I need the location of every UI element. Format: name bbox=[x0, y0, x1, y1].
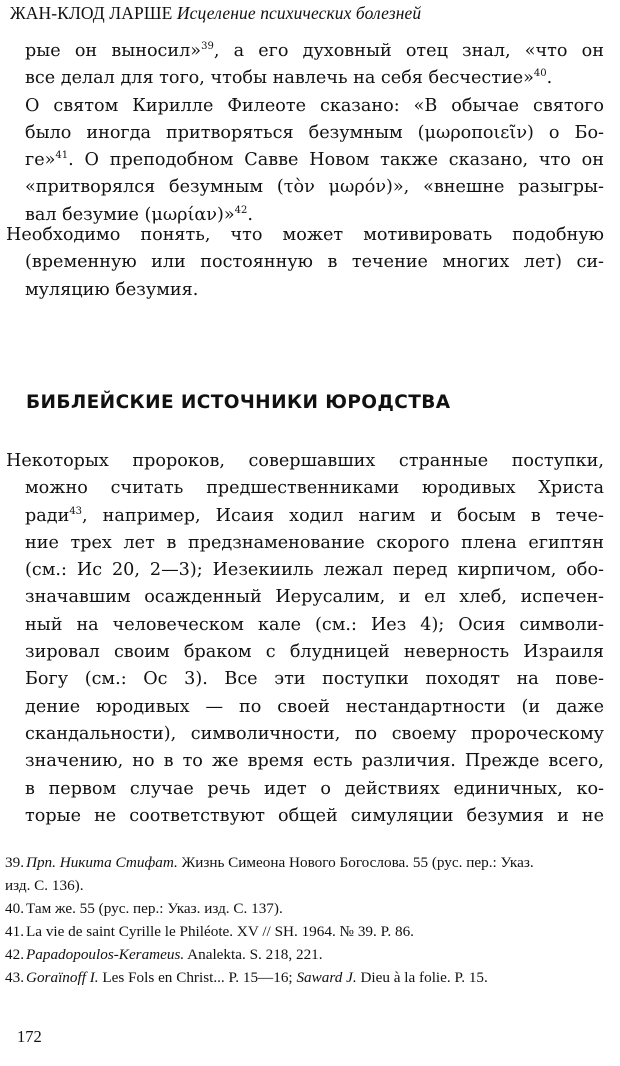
footnote-39: 39. Прп. Никита Стифат. Жизнь Симеона Нового Богослова. 55 (рус. пер.: Указ. bbox=[5, 854, 534, 871]
text-line: Некоторых пророков, совершавших странные поступки, bbox=[6, 451, 604, 471]
text-line: О святом Кирилле Филеоте сказано: «В обычае святого bbox=[25, 95, 604, 116]
footnote-39-continuation: изд. С. 136). bbox=[5, 877, 84, 895]
footnote-41: 41. La vie de saint Cyrille le Philéote. XV // SH. 1964. № 39. P. 86. bbox=[5, 923, 414, 941]
text-line: скандальности), символичности, по своему пророческому bbox=[25, 723, 604, 744]
text-line: значавшим осажденный Иерусалим, и ел хлеб, испечен- bbox=[25, 587, 604, 608]
text-line: зировал своим браком с блудницей неверность Израиля bbox=[25, 642, 604, 663]
text-line: значению, но в то же время есть различия. Прежде всего, bbox=[25, 751, 604, 772]
footnote-43: 43. Goraïnoff I. Les Fols en Christ... P. 15—16; Saward J. Dieu à la folie. P. 15. bbox=[5, 969, 488, 987]
text-line: ние трех лет в предзнаменование скорого плена египтян bbox=[25, 532, 604, 553]
text-line: было иногда притворяться безумным (μωροποιεῖν) о Бо- bbox=[25, 122, 604, 143]
footnotes bbox=[5, 851, 610, 990]
text-line: «притворялся безумным (τὸν μωρόν)», «внешне разыгры- bbox=[25, 177, 604, 198]
text-line: в первом случае речь идет о действиях единичных, ко- bbox=[25, 778, 604, 799]
footnote-42: 42. Papadopoulos-Kerameus. Analekta. S. 218, 221. bbox=[5, 946, 323, 964]
footnote-ref-42[interactable]: 42 bbox=[234, 204, 248, 216]
top-paragraph bbox=[6, 38, 610, 229]
header-author: ЖАН-КЛОД ЛАРШЕ bbox=[10, 3, 173, 23]
text-line: можно считать предшественниками юродивых Христа bbox=[25, 478, 604, 499]
text-line: ге»$^{41}$. О преподобном Савве Новом также сказано, что он bbox=[25, 150, 604, 171]
text-line: Необходимо понять, что может мотивировать подобную bbox=[6, 225, 604, 245]
footnote-ref-43[interactable]: 43 bbox=[69, 505, 83, 517]
section-heading: БИБЛЕЙСКИЕ ИСТОЧНИКИ ЮРОДСТВА bbox=[26, 392, 451, 413]
text-line: муляцию безумия. bbox=[25, 279, 199, 300]
page-number: 172 bbox=[17, 1027, 42, 1046]
footnote-ref-39[interactable]: 39 bbox=[201, 41, 214, 52]
text-line: Богу (см.: Ос 3). Все эти поступки походят на пове- bbox=[25, 669, 604, 690]
text-line: (см.: Ис 20, 2—3); Иезекииль лежал перед кирпичом, обо- bbox=[25, 560, 604, 581]
header-title: Исцеление психических болезней bbox=[176, 3, 422, 23]
text-line: рые он выносил»$^{39}$, а его духовный отец знал, «что он bbox=[25, 41, 604, 61]
second-paragraph bbox=[6, 222, 610, 304]
third-paragraph bbox=[6, 448, 610, 830]
text-line: (временную или постоянную в течение многих лет) си- bbox=[25, 252, 604, 273]
text-line: ради$^{43}$, например, Исаия ходил нагим и босым в тече- bbox=[25, 505, 604, 526]
text-line: вал безумие (μωρίαν)»$^{42}$. bbox=[25, 204, 253, 225]
footnote-ref-41[interactable]: 41 bbox=[55, 150, 69, 162]
text-line: ный на человеческом кале (см.: Иез 4); Осия символи- bbox=[25, 614, 604, 635]
running-header bbox=[10, 2, 610, 24]
text-line: все делал для того, чтобы навлечь на себя бесчестие»$^{40}$. bbox=[25, 68, 553, 89]
text-line: дение юродивых — по своей нестандартности (и даже bbox=[25, 696, 604, 717]
text-line: торые не соответствуют общей симуляции безумия и не bbox=[25, 805, 604, 826]
footnote-40: 40. Там же. 55 (рус. пер.: Указ. изд. С. 137). bbox=[5, 900, 283, 918]
footnote-ref-40[interactable]: 40 bbox=[533, 68, 547, 80]
